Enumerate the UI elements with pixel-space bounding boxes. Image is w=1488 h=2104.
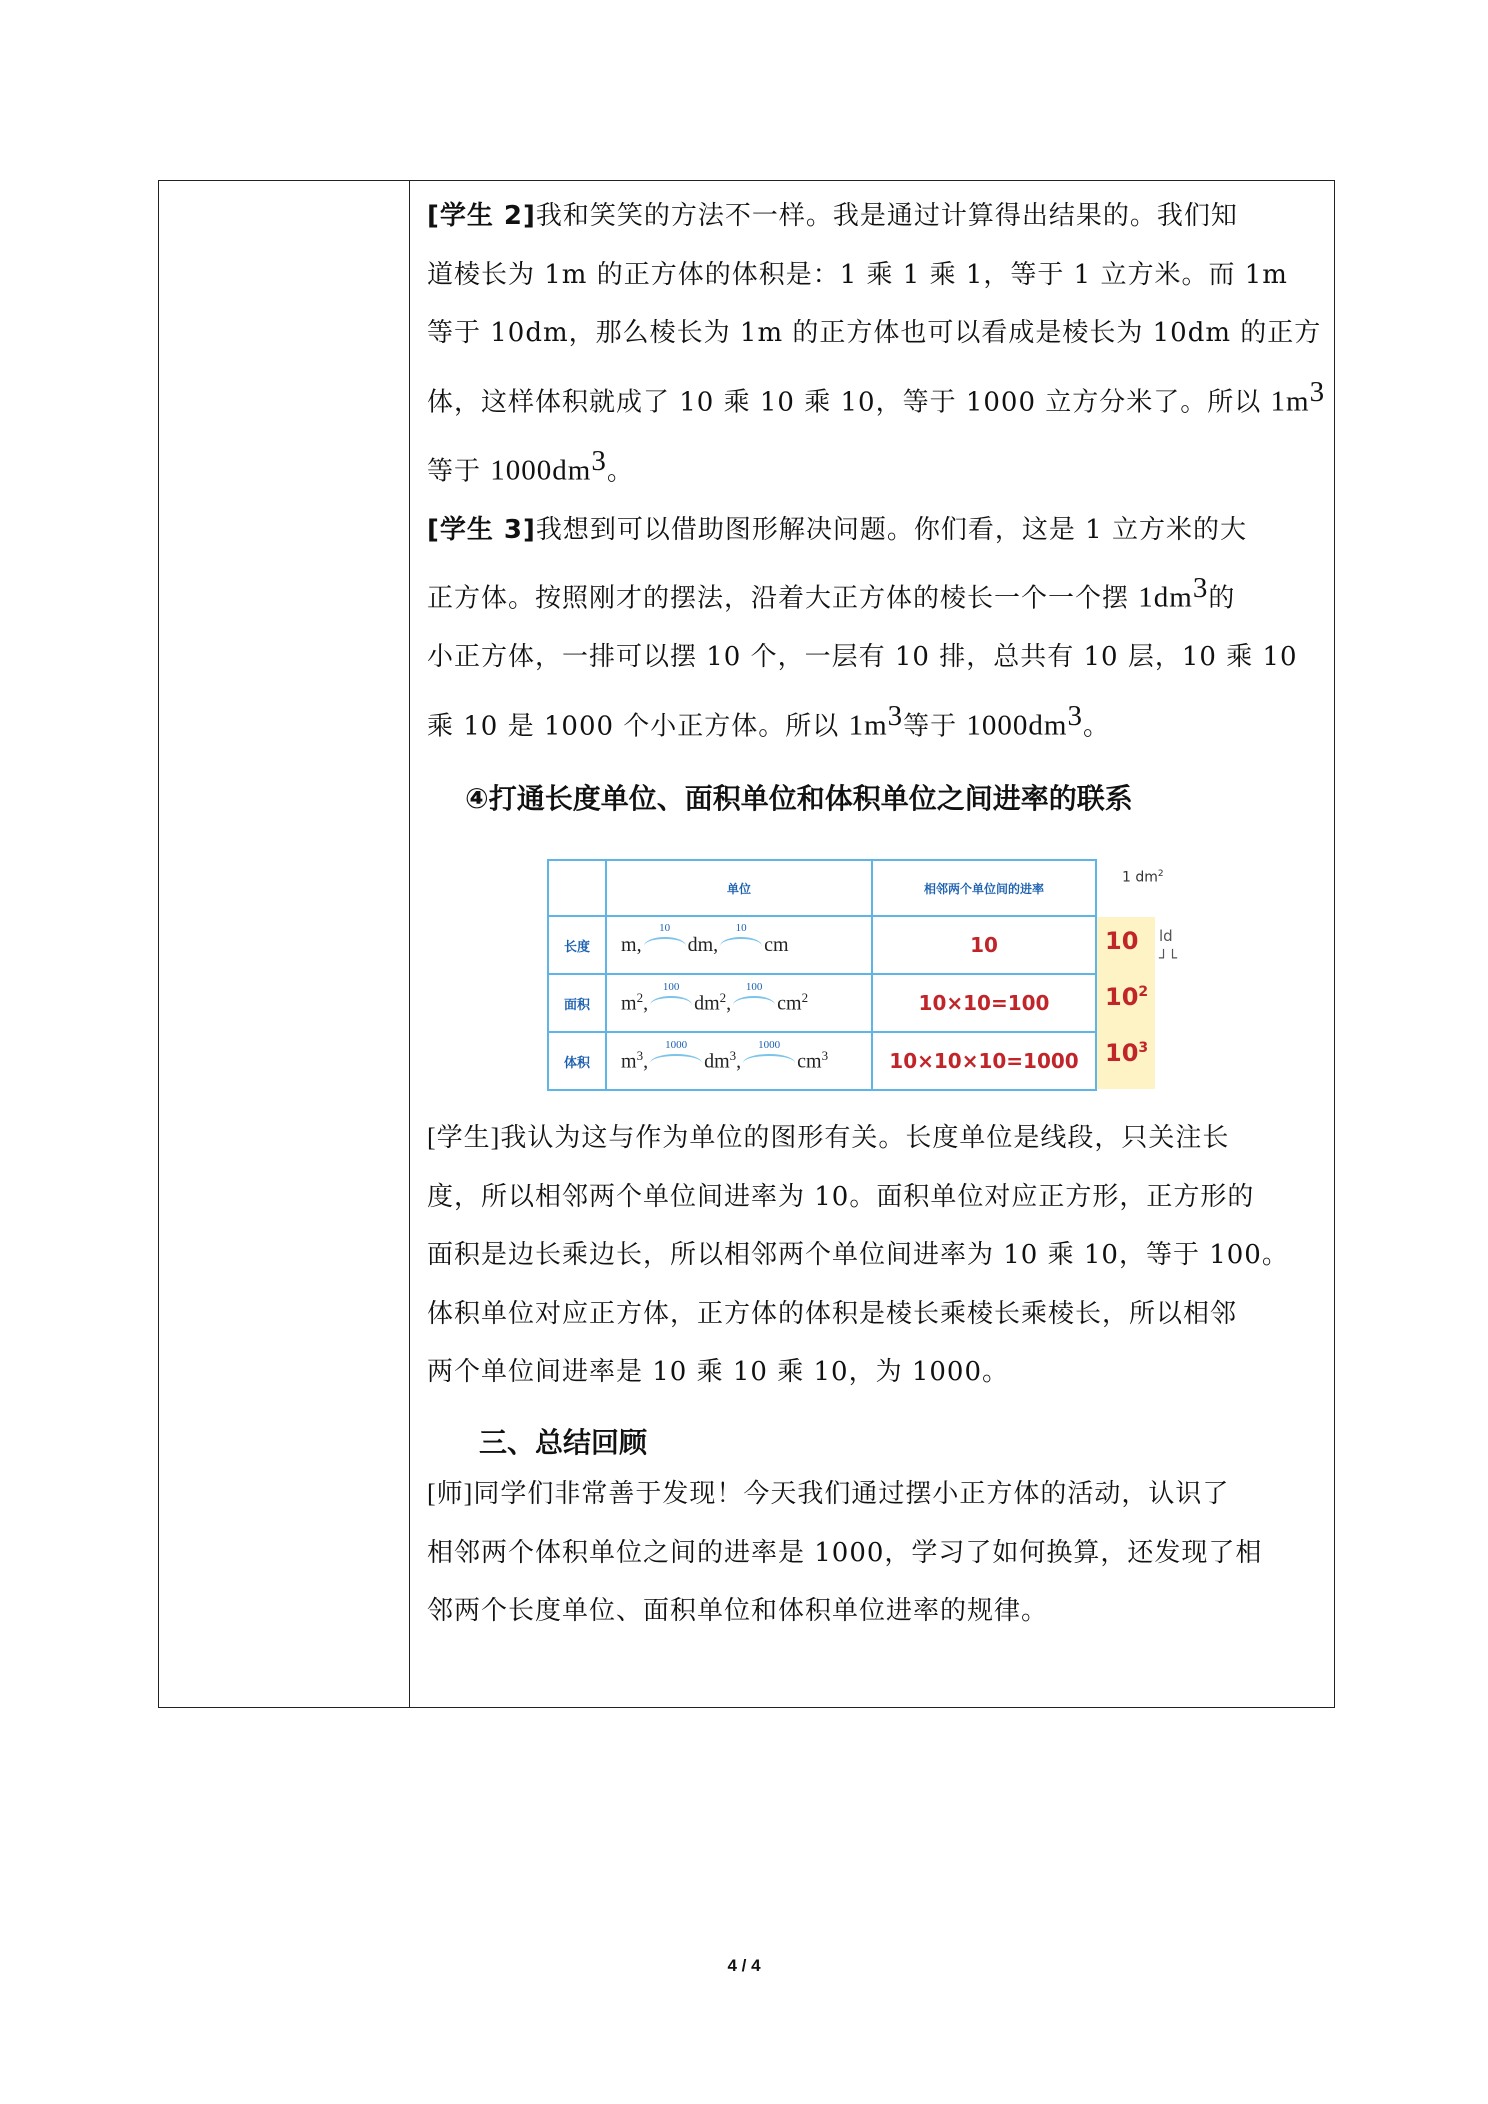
row-label: 长度 <box>548 916 606 974</box>
student2-line-1: [学生 2]我和笑笑的方法不一样。我是通过计算得出结果的。我们知 <box>427 201 1238 231</box>
unit-rate-figure <box>547 859 1177 1091</box>
student-block <box>427 1109 1327 1402</box>
student-line-5: 两个单位间进率是 10 乘 10 乘 10，为 1000。 <box>427 1357 1010 1387</box>
student2-line-5: 等于 $1000dm^3$。 <box>427 444 634 487</box>
column-divider <box>409 181 410 1707</box>
teacher-line-1: [师]同学们非常善于发现！今天我们通过摆小正方体的活动，认识了 <box>427 1479 1230 1509</box>
section-heading-4: ④打通长度单位、面积单位和体积单位之间进率的联系 <box>465 782 1133 815</box>
row-label: 面积 <box>548 974 606 1032</box>
power-column <box>1097 917 1155 1089</box>
unit-chain: $m^3$, 1000 $dm^3$, 1000 $cm^3$ <box>606 1032 872 1090</box>
arc-icon: 1000 <box>650 1054 702 1072</box>
cropped-fragment: ┘└ <box>1159 949 1178 967</box>
student3-line-4: 乘 10 是 1000 个小正方体。所以 $1m^3$等于 $1000dm^3$。 <box>427 699 1110 742</box>
student3-line-2: 正方体。按照刚才的摆法，沿着大正方体的棱长一个一个摆 $1dm^3$的 <box>427 572 1236 614</box>
student2-line-3: 等于 10dm，那么棱长为 1m 的正方体也可以看成是棱长为 10dm 的正方 <box>427 318 1322 348</box>
student2-block <box>427 187 1327 501</box>
lesson-table <box>158 180 1335 1708</box>
arc-icon: 1000 <box>743 1054 795 1072</box>
aside-dm-label: 1 $dm^2$ <box>1122 869 1164 886</box>
page-number: 4 / 4 <box>727 1956 761 1975</box>
student-line-4: 体积单位对应正方体，正方体的体积是棱长乘棱长乘棱长，所以相邻 <box>427 1298 1238 1329</box>
teacher-line-3: 邻两个长度单位、面积单位和体积单位进率的规律。 <box>427 1596 1049 1626</box>
cropped-fragment: ld <box>1159 927 1173 945</box>
unit-chain: $m^2$, 100 $dm^2$, 100 $cm^2$ <box>606 974 872 1032</box>
power-value: $10^3$ <box>1105 1039 1149 1067</box>
section-heading-3: 三、总结回顾 <box>479 1426 648 1459</box>
table-row <box>548 974 1096 1032</box>
student2-line-4: 体，这样体积就成了 10 乘 10 乘 10，等于 1000 立方分米了。所以 $1m^3$ <box>427 375 1326 418</box>
header-unit: 单位 <box>606 860 872 916</box>
power-value: $10^2$ <box>1105 983 1149 1011</box>
student3-block <box>427 501 1327 756</box>
student2-line-2: 道棱长为 1m 的正方体的体积是：1 乘 1 乘 1，等于 1 立方米。而 1m <box>427 259 1288 290</box>
power-value: 10 <box>1105 927 1139 955</box>
student-line-3: 面积是边长乘边长，所以相邻两个单位间进率为 10 乘 10，等于 100。 <box>427 1240 1289 1270</box>
arc-icon: 10 <box>644 937 686 955</box>
arc-icon: 100 <box>650 996 692 1014</box>
header-rate: 相邻两个单位间的进率 <box>872 860 1096 916</box>
unit-rate-table <box>547 859 1097 1091</box>
table-row <box>548 1032 1096 1090</box>
arc-icon: 100 <box>733 996 775 1014</box>
rate-value: 10 <box>872 916 1096 974</box>
unit-chain: m, 10 dm, 10 cm <box>606 916 872 974</box>
teacher-block <box>427 1465 1327 1641</box>
row-label: 体积 <box>548 1032 606 1090</box>
table-header-row <box>548 860 1096 916</box>
lesson-content <box>427 187 1327 1626</box>
arc-icon: 10 <box>720 937 762 955</box>
student-line-1: [学生]我认为这与作为单位的图形有关。长度单位是线段，只关注长 <box>427 1123 1230 1153</box>
student-line-2: 度，所以相邻两个单位间进率为 10。面积单位对应正方形，正方形的 <box>427 1181 1255 1212</box>
student3-line-1: [学生 3]我想到可以借助图形解决问题。你们看，这是 1 立方米的大 <box>427 514 1247 545</box>
rate-value: 10×10=100 <box>872 974 1096 1032</box>
rate-value: 10×10×10=1000 <box>872 1032 1096 1090</box>
student3-line-3: 小正方体，一排可以摆 10 个，一层有 10 排，总共有 10 层，10 乘 10 <box>427 642 1298 673</box>
teacher-line-2: 相邻两个体积单位之间的进率是 1000，学习了如何换算，还发现了相 <box>427 1537 1263 1568</box>
table-row <box>548 916 1096 974</box>
